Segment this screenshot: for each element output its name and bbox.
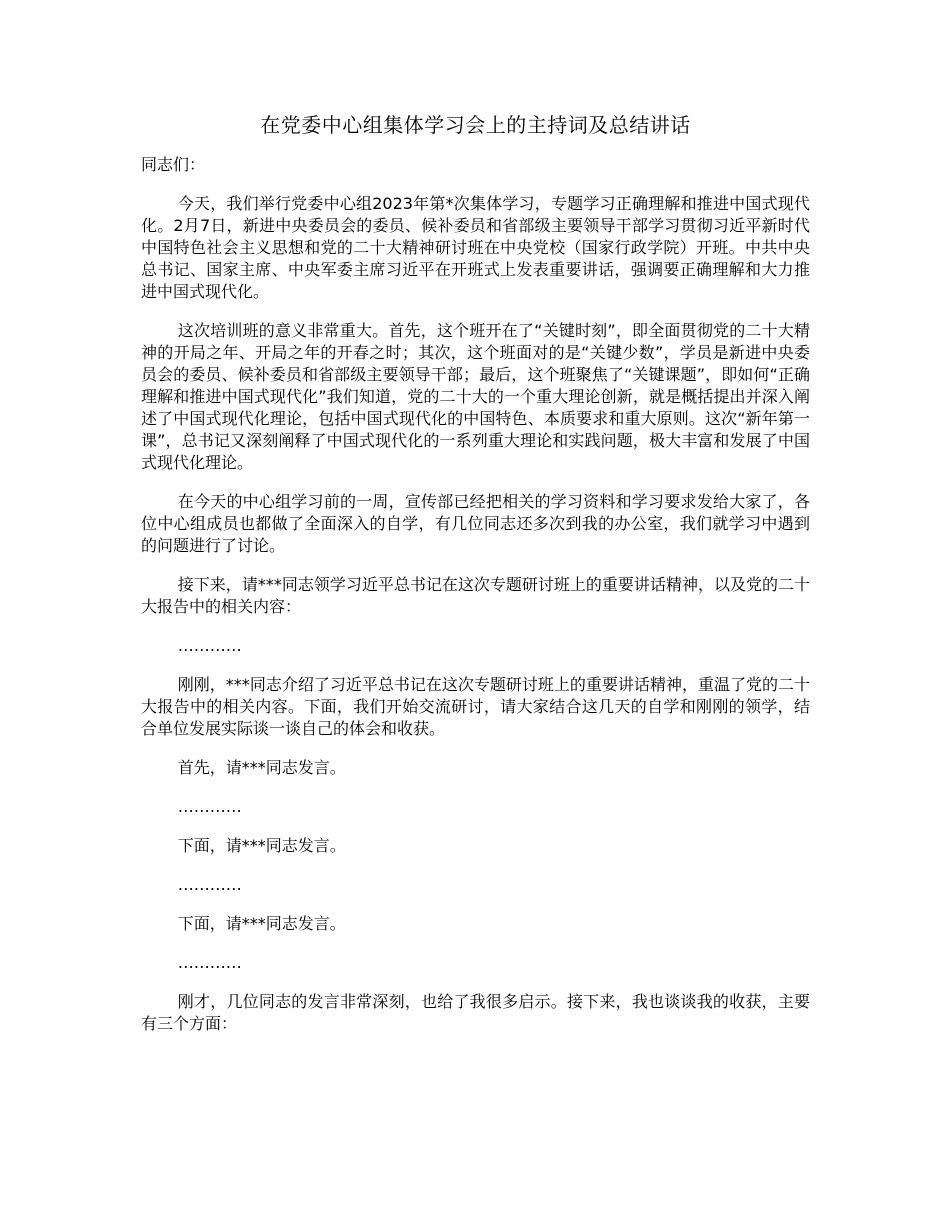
salutation: 同志们： [141,155,206,174]
paragraph-summary-intro: 刚才，几位同志的发言非常深刻，也给了我很多启示。接下来，我也谈谈我的收获，主要有三个方面： [141,992,810,1033]
paragraph-speaker-1: 首先，请***同志发言。 [177,758,346,777]
paragraph-speaker-2: 下面，请***同志发言。 [177,836,346,855]
paragraph-lead-study: 接下来，请***同志领学习近平总书记在这次专题研讨班上的重要讲话精神，以及党的二十大报告中的相关内容： [141,575,810,616]
paragraph-significance: 这次培训班的意义非常重大。首先，这个班开在了“关键时刻”，即全面贯彻党的二十大精神的开局之年、开局之年的开春之时；其次，这个班面对的是“关键少数”，学员是新进中央委员会的委员、候补委员和省部级主要领导干部；最后，这个班聚焦了“关键课题”，即如何“正确理解和推进中国式现代化”我们知道，党的二十大的一个重大理论创新，就是概括提出并深入阐述了中国式现代化理论，包括中国式现代化的中国特色、本质要求和重大原则。这次“新年第一课”，总书记又深刻阐释了中国式现代化的一系列重大理论和实践问题，极大丰富和发展了中国式现代化理论。 [141,321,810,472]
ellipsis-4: ………… [177,953,242,972]
paragraph-opening: 今天，我们举行党委中心组2023年第*次集体学习，专题学习正确理解和推进中国式现代化。2月7日，新进中央委员会的委员、候补委员和省部级主要领导干部学习贯彻习近平新时代中国特色社会主义思想和党的二十大精神研讨班在中央党校（国家行政学院）开班。中共中央总书记、国家主席、中央军委主席习近平在开班式上发表重要讲话，强调要正确理解和大力推进中国式现代化。 [141,194,810,301]
paragraph-preparation: 在今天的中心组学习前的一周，宣传部已经把相关的学习资料和学习要求发给大家了，各位中心组成员也都做了全面深入的自学，有几位同志还多次到我的办公室，我们就学习中遇到的问题进行了讨论。 [141,492,810,555]
ellipsis-2: ………… [177,797,242,816]
paragraph-discussion: 刚刚，***同志介绍了习近平总书记在这次专题研讨班上的重要讲话精神，重温了党的二十大报告中的相关内容。下面，我们开始交流研讨，请大家结合这几天的自学和刚刚的领学，结合单位发展实际谈一谈自己的体会和收获。 [141,675,810,738]
ellipsis-1: ………… [177,636,242,655]
paragraph-speaker-3: 下面，请***同志发言。 [177,914,346,933]
document-page [141,112,810,1052]
document-title: 在党委中心组集体学习会上的主持词及总结讲话 [260,113,691,137]
ellipsis-3: ………… [177,875,242,894]
